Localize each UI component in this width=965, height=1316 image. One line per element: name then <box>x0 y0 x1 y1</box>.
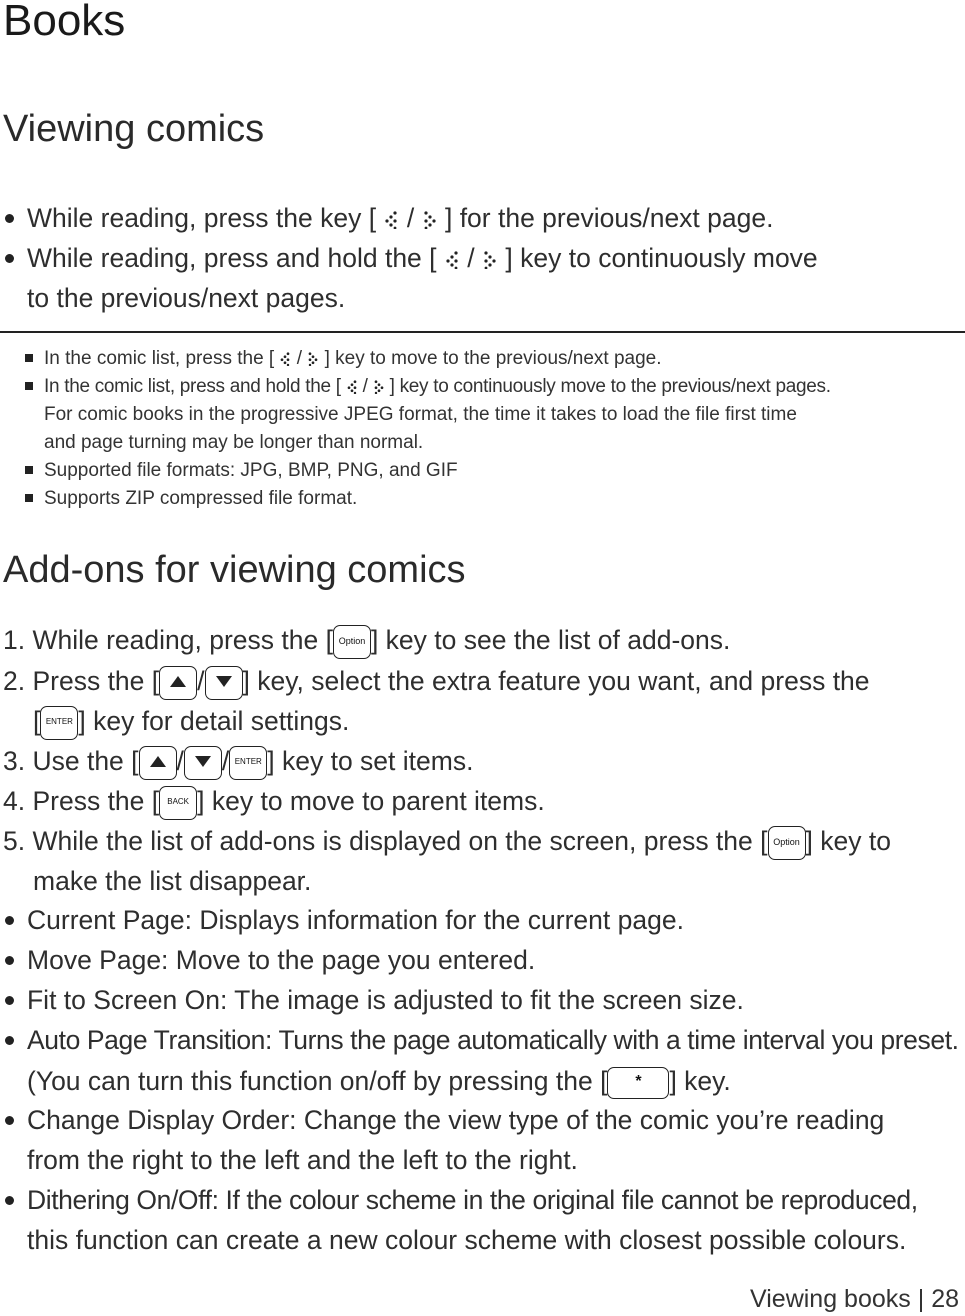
note-text: ] key to continuously move to the previous/next pages. <box>389 376 831 397</box>
step-text: 1. While reading, press the [ <box>3 625 333 655</box>
bullet-dot <box>5 996 14 1005</box>
key-separator: / <box>296 348 303 369</box>
page-title: Books <box>3 0 126 45</box>
bullet-dot <box>5 916 14 925</box>
step-3 <box>3 741 473 781</box>
section-heading-viewing-comics: Viewing comics <box>3 108 265 150</box>
note-zip-support: Supports ZIP compressed file format. <box>44 488 358 509</box>
bullet-dot <box>5 1036 14 1045</box>
feature-text: ] key. <box>669 1066 731 1096</box>
note-comic-list-continuous <box>44 373 831 401</box>
note-jpeg-line: and page turning may be longer than normal. <box>44 432 424 453</box>
step-text: 2. Press the [ <box>3 666 160 696</box>
note-bullet <box>25 382 33 390</box>
bullet-continuous-move <box>27 238 818 278</box>
note-supported-formats: Supported file formats: JPG, BMP, PNG, and GIF <box>44 460 458 481</box>
key-separator: / <box>221 746 230 776</box>
key-separator: / <box>197 666 205 696</box>
step-text: ] key, select the extra feature you want, and press the <box>242 666 870 696</box>
enter-key-icon: ENTER <box>40 706 78 740</box>
key-separator: / <box>406 203 415 233</box>
feature-text: (You can turn this function on/off by pressing the [ <box>27 1066 608 1096</box>
back-key-icon: BACK <box>159 786 197 820</box>
bullet-dot <box>5 254 14 263</box>
step-text: ] key to see the list of add-ons. <box>370 625 731 655</box>
right-arrow-key-icon <box>373 380 385 394</box>
step-5 <box>3 821 891 861</box>
key-separator: / <box>467 243 475 273</box>
bullet-text: ] key to continuously move <box>505 243 818 273</box>
up-arrow-key-icon <box>139 746 177 780</box>
up-arrow-key-icon <box>159 666 197 700</box>
bullet-continuation: to the previous/next pages. <box>27 283 346 313</box>
step-text: [ <box>33 706 41 736</box>
down-arrow-key-icon <box>184 746 222 780</box>
page-footer <box>750 1285 959 1314</box>
footer-separator: | <box>917 1285 925 1313</box>
left-arrow-key-icon <box>444 251 460 269</box>
note-text: In the comic list, press and hold the [ <box>44 376 341 397</box>
key-separator: / <box>362 376 368 397</box>
bullet-text: While reading, press and hold the [ <box>27 243 437 273</box>
feature-change-display-continuation: from the right to the left and the left to the right. <box>27 1145 578 1175</box>
step-4 <box>3 781 545 821</box>
enter-key-icon: ENTER <box>229 746 267 780</box>
left-arrow-key-icon <box>383 211 399 229</box>
note-text: In the comic list, press the [ <box>44 348 275 369</box>
page-number: 28 <box>931 1285 959 1313</box>
key-separator: / <box>176 746 184 776</box>
step-text: 5. While the list of add-ons is displayed on the screen, press the [ <box>3 826 768 856</box>
feature-move-page: Move Page: Move to the page you entered. <box>27 945 536 975</box>
bullet-text: ] for the previous/next page. <box>444 203 774 233</box>
feature-dithering: Dithering On/Off: If the colour scheme in the original file cannot be reproduced, <box>27 1185 918 1215</box>
feature-dithering-continuation: this function can create a new colour scheme with closest possible colours. <box>27 1225 907 1255</box>
section-heading-add-ons: Add-ons for viewing comics <box>3 549 466 591</box>
step-text: ] key to move to parent items. <box>197 786 545 816</box>
right-arrow-key-icon <box>422 211 438 229</box>
bullet-dot <box>5 1116 14 1125</box>
bullet-text: While reading, press the key [ <box>27 203 377 233</box>
step-text: ] key to set items. <box>267 746 474 776</box>
step-text: 3. Use the [ <box>3 746 139 776</box>
bullet-dot <box>5 1196 14 1205</box>
step-text: 4. Press the [ <box>3 786 160 816</box>
feature-auto-page-continuation <box>27 1061 731 1101</box>
bullet-prev-next-page <box>27 198 773 238</box>
note-bullet <box>25 494 33 502</box>
step-2-continuation <box>33 701 349 741</box>
note-bullet <box>25 354 33 362</box>
notes-divider <box>0 331 965 333</box>
option-key-icon: Option <box>768 826 806 860</box>
right-arrow-key-icon <box>307 352 319 366</box>
step-text: ] key to <box>805 826 891 856</box>
feature-change-display-order: Change Display Order: Change the view type of the comic you’re reading <box>27 1105 885 1135</box>
step-5-continuation: make the list disappear. <box>33 866 312 896</box>
feature-auto-page-transition: Auto Page Transition: Turns the page automatically with a time interval you preset. <box>27 1025 959 1055</box>
option-key-icon: Option <box>333 625 371 659</box>
bullet-dot <box>5 956 14 965</box>
feature-fit-to-screen: Fit to Screen On: The image is adjusted to fit the screen size. <box>27 985 744 1015</box>
note-comic-list-prev-next <box>44 345 662 373</box>
left-arrow-key-icon <box>279 352 291 366</box>
left-arrow-key-icon <box>346 380 358 394</box>
step-2 <box>3 661 870 701</box>
note-jpeg-line: For comic books in the progressive JPEG format, the time it takes to load the file first time <box>44 404 797 425</box>
step-text: ] key for detail settings. <box>78 706 350 736</box>
right-arrow-key-icon <box>482 251 498 269</box>
down-arrow-key-icon <box>205 666 243 700</box>
note-text: ] key to move to the previous/next page. <box>324 348 662 369</box>
note-bullet <box>25 466 33 474</box>
footer-section-name: Viewing books <box>750 1285 911 1313</box>
star-key-icon: * <box>607 1067 669 1099</box>
bullet-dot <box>5 214 14 223</box>
feature-current-page: Current Page: Displays information for the current page. <box>27 905 684 935</box>
step-1 <box>3 620 730 660</box>
